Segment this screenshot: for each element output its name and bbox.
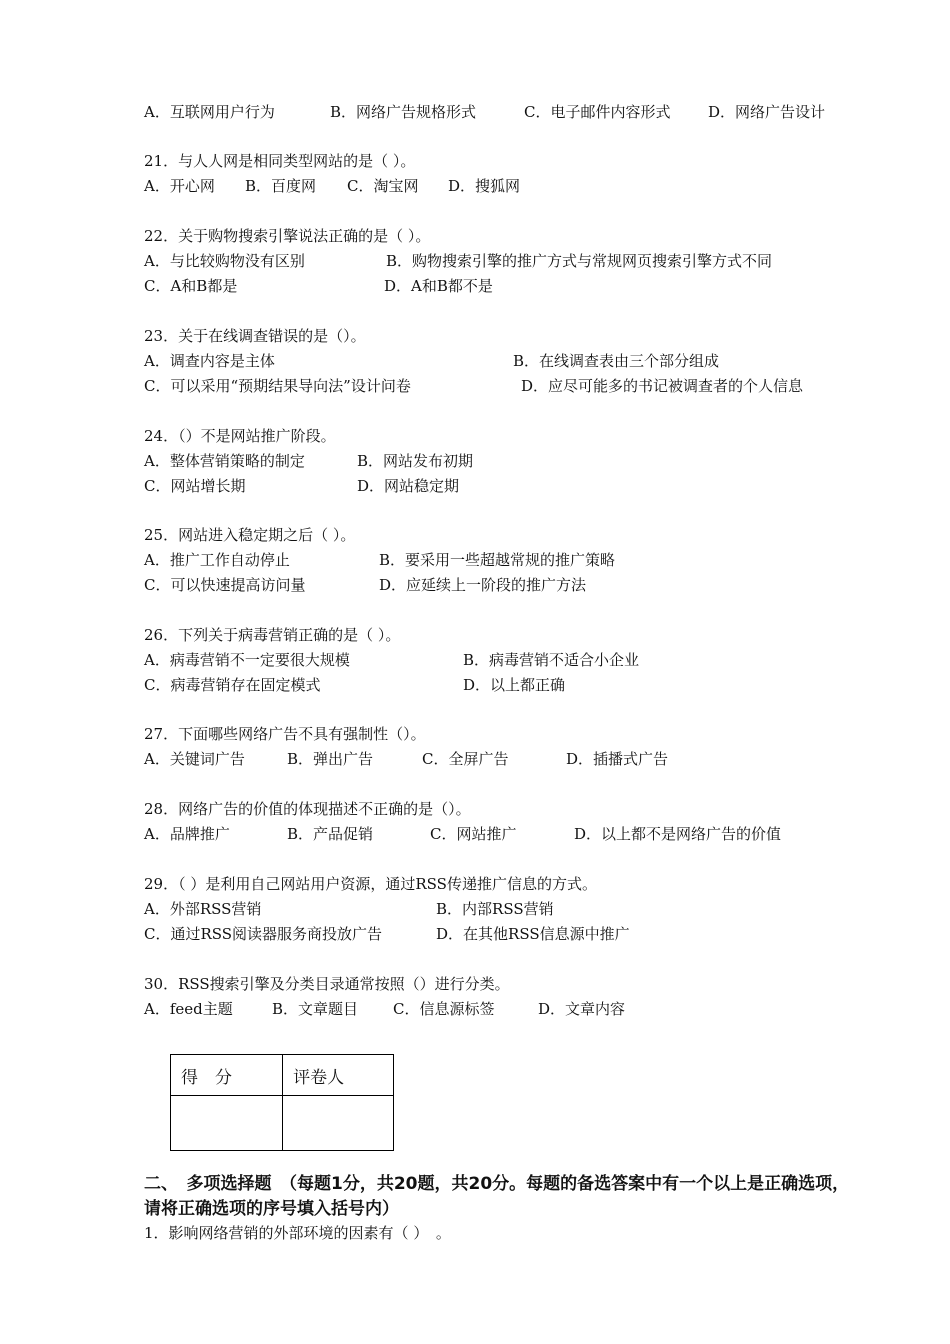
option-a: A．关键词广告 [144,750,245,768]
option-d: D．应延续上一阶段的推广方法 [379,576,587,594]
option-d: D．网络广告设计 [708,103,826,121]
question-stem: 1．影响网络营销的外部环境的因素有（ ） 。 [144,1224,451,1242]
question-stem: 30．RSS搜索引擎及分类目录通常按照（）进行分类。 [144,975,510,993]
option-b: B．网站发布初期 [357,452,474,470]
option-d: D．以上都不是网络广告的价值 [574,825,782,843]
option-a: A．外部RSS营销 [144,900,262,918]
option-c: C．病毒营销存在固定模式 [144,676,321,694]
option-d: D．插播式广告 [566,750,669,768]
question-stem: 27．下面哪些网络广告不具有强制性（）。 [144,725,426,743]
question-stem: 26．下列关于病毒营销正确的是（ ）。 [144,626,401,644]
option-b: B．产品促销 [287,825,374,843]
option-a: A．与比较购物没有区别 [144,252,305,270]
option-a: A．开心网 [144,177,215,195]
option-d: D．A和B都不是 [384,277,493,295]
option-a: A．品牌推广 [144,825,230,843]
option-b: B．弹出广告 [287,750,374,768]
option-c: C．可以快速提高访问量 [144,576,306,594]
question-stem: 29．（ ）是利用自己网站用户资源，通过RSS传递推广信息的方式。 [144,875,597,893]
score-table [170,1054,394,1151]
option-a: A．互联网用户行为 [144,103,275,121]
option-b: B．在线调查表由三个部分组成 [513,352,720,370]
option-c: C．可以采用“预期结果导向法”设计问卷 [144,377,411,395]
option-b: B．百度网 [245,177,317,195]
option-d: D．应尽可能多的书记被调查者的个人信息 [521,377,804,395]
option-c: C．网站推广 [430,825,517,843]
option-d: D．文章内容 [538,1000,626,1018]
option-c: C．A和B都是 [144,277,238,295]
question-stem: 21．与人人网是相同类型网站的是（ ）。 [144,152,416,170]
option-b: B．购物搜索引擎的推广方式与常规网页搜索引擎方式不同 [386,252,773,270]
grader-cell [283,1096,394,1151]
option-d: D．网站稳定期 [357,477,460,495]
question-stem: 24．（）不是网站推广阶段。 [144,427,336,445]
score-cell [171,1096,283,1151]
option-a: A．整体营销策略的制定 [144,452,305,470]
section-heading: 二、 多项选择题 （每题1分，共20题，共20分。每题的备选答案中有一个以上是正确选项，请将正确选项的序号填入括号内） [144,1174,850,1219]
option-b: B．内部RSS营销 [436,900,554,918]
option-c: C．通过RSS阅读器服务商投放广告 [144,925,383,943]
option-d: D．在其他RSS信息源中推广 [436,925,630,943]
question-stem: 25．网站进入稳定期之后（ ）。 [144,526,356,544]
option-b: B．要采用一些超越常规的推广策略 [379,551,616,569]
option-a: A．调查内容是主体 [144,352,275,370]
option-d: D．搜狐网 [448,177,521,195]
option-c: C．网站增长期 [144,477,246,495]
option-c: C．电子邮件内容形式 [524,103,671,121]
question-stem: 22．关于购物搜索引擎说法正确的是（ ）。 [144,227,431,245]
option-b: B．网络广告规格形式 [330,103,477,121]
grader-label: 评卷人 [283,1055,394,1096]
option-c: C．淘宝网 [347,177,419,195]
score-label: 得 分 [171,1055,283,1096]
option-d: D．以上都正确 [463,676,566,694]
option-c: C．全屏广告 [422,750,509,768]
option-b: B．病毒营销不适合小企业 [463,651,640,669]
option-b: B．文章题目 [272,1000,359,1018]
question-stem: 23．关于在线调查错误的是（）。 [144,327,366,345]
question-stem: 28．网络广告的价值的体现描述不正确的是（）。 [144,800,471,818]
option-a: A．病毒营销不一定要很大规模 [144,651,350,669]
option-a: A．feed主题 [144,1000,233,1018]
option-c: C．信息源标签 [393,1000,495,1018]
option-a: A．推广工作自动停止 [144,551,290,569]
